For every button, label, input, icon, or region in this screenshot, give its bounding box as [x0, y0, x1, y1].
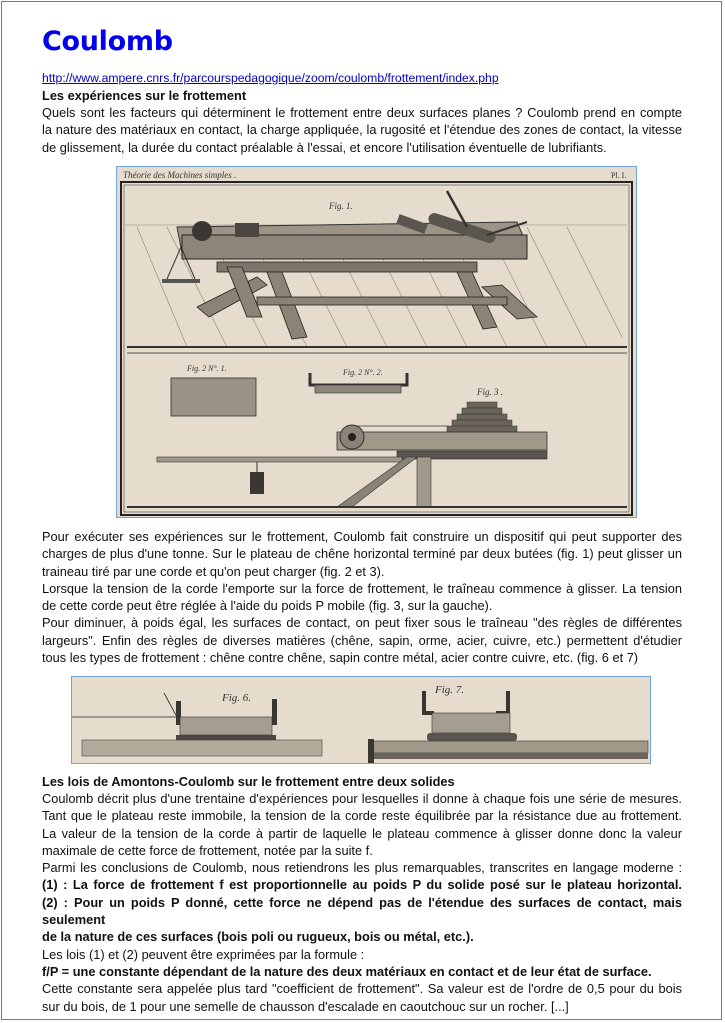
text-line: Parmi les conclusions de Coulomb, nous retiendrons les plus remarquables, transcrites en langage moderne : — [42, 860, 682, 876]
text-line: Coulomb décrit plus d'une trentaine d'expériences pour lesquelles il donne à chaque fois une série de mesures. — [42, 791, 682, 806]
text-line: la nature des matériaux en contact, la charge appliquée, la rugosité et l'étendue des zones de contact, la vitesse — [42, 122, 682, 138]
engraving-figure-6-7 — [71, 676, 651, 764]
fig-6-label: Fig. 6. — [222, 692, 252, 704]
text-line: Quels sont les facteurs qui déterminent le frottement entre deux surfaces planes ? Coulomb prend en compte — [42, 105, 682, 120]
text-line: Cette constante sera appelée plus tard "coefficient de frottement". Sa valeur est de l'ordre de 0,5 pour du bois — [42, 981, 682, 997]
fig-2-1-label: Fig. 2 N°. 1. — [187, 364, 227, 373]
formula: f/P = une constante dépendant de la nature des deux matériaux en contact et de leur état de surface. — [42, 963, 652, 979]
text-line: Lorsque la tension de la corde l'emporte sur la force de frottement, le traîneau commence à glisser. La tension — [42, 580, 682, 596]
text-line: tous les types de frottement : chêne contre chêne, sapin contre métal, acier contre cuivre, etc. (fig. 6 et 7) — [42, 650, 639, 666]
text-line: maximale de cette force de frottement, notée par la suite f. — [42, 842, 373, 858]
text-line: largeurs". Enfin des règles de diverses matières (chêne, sapin, orme, acier, cuivre, etc.) permettent d'étudier — [42, 632, 682, 648]
law-2-line-1: (2) : Pour un poids P donné, cette force ne dépend pas de l'étendue des surfaces de contact, mais seulement — [42, 894, 682, 928]
text-line: Pour diminuer, à poids égal, les surfaces de contact, on peut fixer sous le traîneau "des règles de différentes — [42, 615, 682, 631]
text-line: de cette corde peut être réglée à l'aide du poids P mobile (fig. 3, sur la gauche). — [42, 598, 493, 614]
intro-paragraph — [42, 104, 682, 156]
apparatus-description — [42, 528, 682, 666]
section-heading-experiences: Les expériences sur le frottement — [42, 88, 247, 103]
text-line: traineau tiré par une corde et qu'on peut charger (fig. 2 et 3). — [42, 563, 385, 579]
plate-header-left: Théorie des Machines simples . — [123, 170, 237, 180]
sledge-rulers-illustration — [72, 677, 650, 763]
text-line: charges de plus d'une tonne. Sur le plateau de chêne horizontal terminé par deux butées (fig. 1) peut glisser un — [42, 546, 682, 562]
formula-intro: Les lois (1) et (2) peuvent être exprimées par la formule : — [42, 946, 365, 962]
laws-paragraph — [42, 790, 682, 1015]
section-heading-laws: Les lois de Amontons-Coulomb sur le frottement entre deux solides — [42, 774, 455, 789]
fig-7-label: Fig. 7. — [435, 684, 465, 696]
law-1: (1) : La force de frottement f est proportionnelle au poids P du solide posé sur le plateau horizontal. — [42, 877, 682, 893]
fig-2-2-label: Fig. 2 N°. 2. — [343, 368, 383, 377]
fig-1-label: Fig. 1. — [329, 201, 353, 211]
page-title: Coulomb — [42, 26, 173, 57]
text-line: Tant que le plateau reste immobile, la tension de la corde reste équilibrée par la résistance due au frottement. — [42, 808, 682, 824]
text-line: La valeur de la tension de la corde à partir de laquelle le plateau commence à glisser donne donc la valeur — [42, 825, 682, 841]
text-line: de glissement, la durée du contact préalable à l'essai, et encore l'utilisation éventuelle de lubrifiants. — [42, 139, 607, 155]
text-line: Pour exécuter ses expériences sur le frottement, Coulomb fait construire un dispositif qui peut supporter des — [42, 529, 682, 544]
plate-header-right: Pl. I. — [611, 171, 627, 180]
source-link[interactable]: http://www.ampere.cnrs.fr/parcourspedagogique/zoom/coulomb/frottement/index.php — [42, 71, 499, 85]
law-2-line-2: de la nature de ces surfaces (bois poli ou rugueux, bois ou métal, etc.). — [42, 929, 474, 945]
engraving-plate-figure-1-3 — [116, 166, 637, 518]
fig-3-label: Fig. 3 . — [477, 387, 503, 397]
text-line: sur du bois, de 1 pour une semelle de chausson d'escalade en caoutchouc sur un rocher. [...] — [42, 998, 569, 1014]
friction-apparatus-illustration — [117, 167, 636, 517]
